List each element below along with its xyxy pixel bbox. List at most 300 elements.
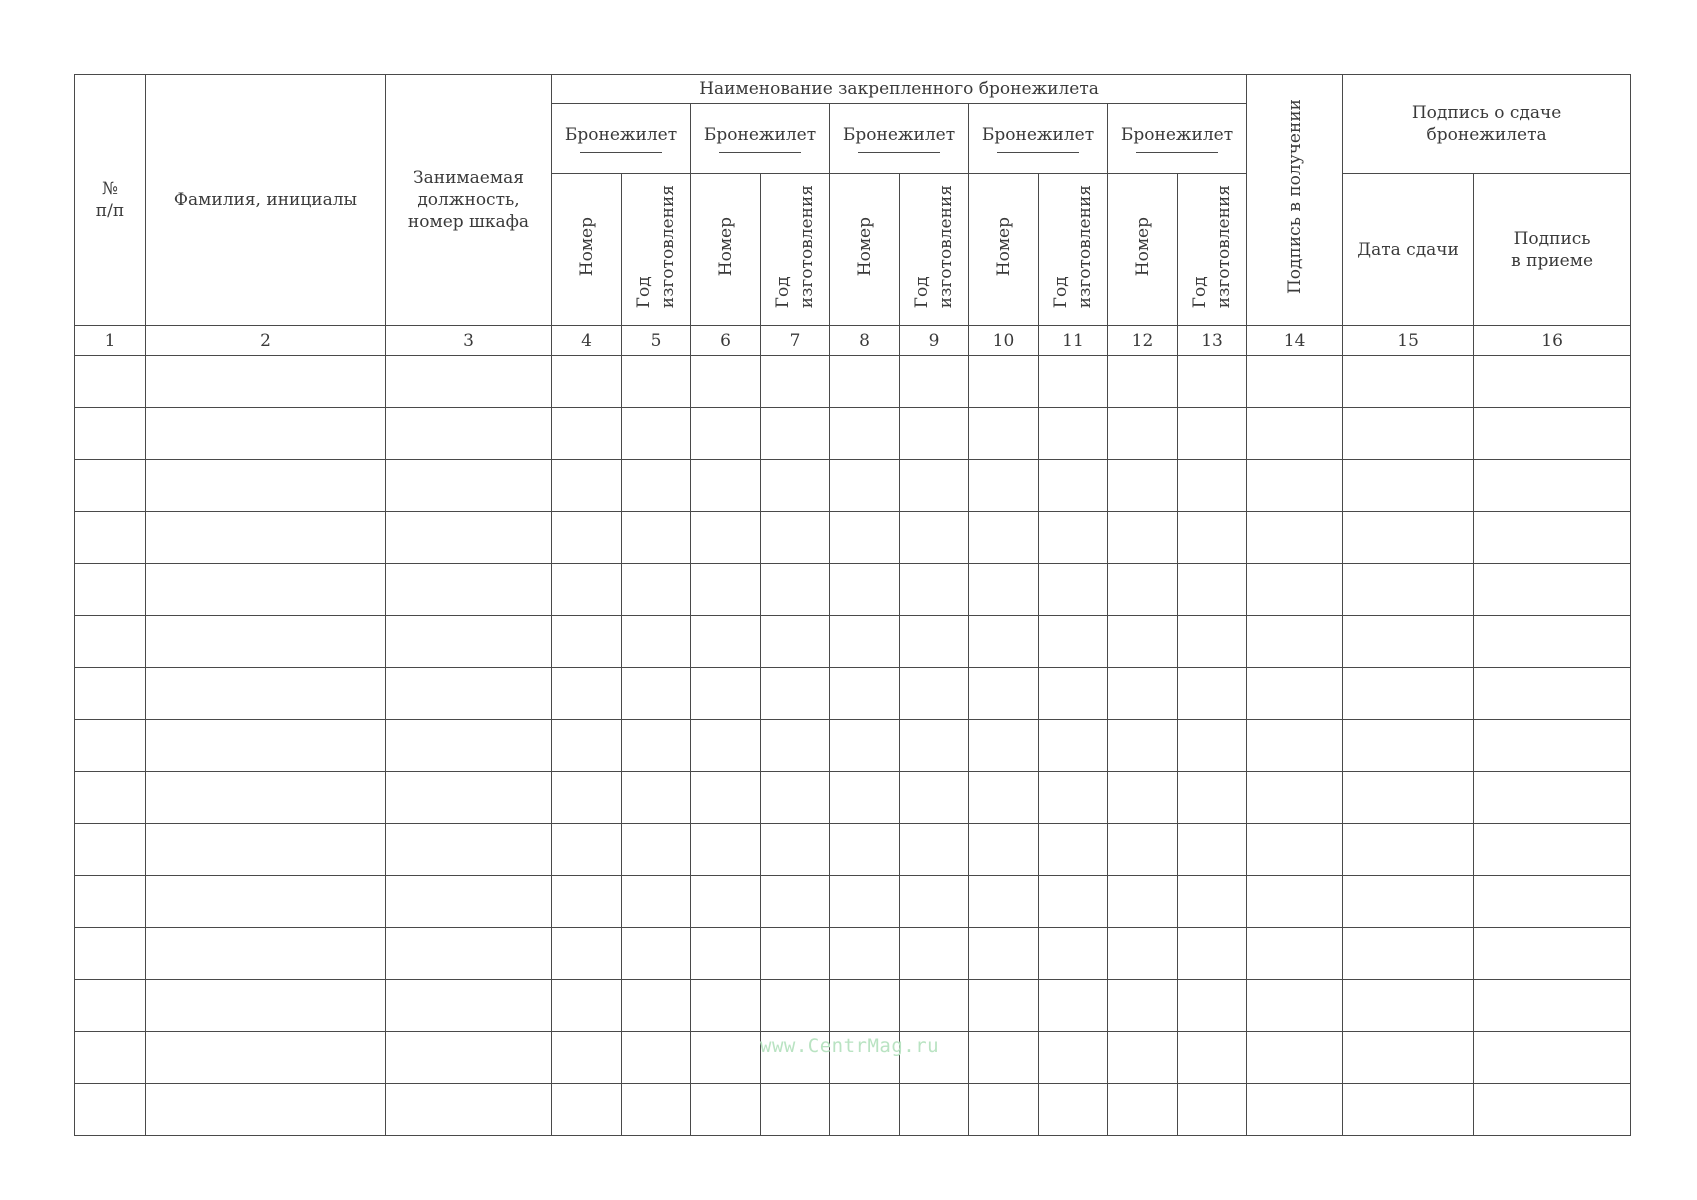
header-vest-number: Номер <box>854 216 875 277</box>
table-cell[interactable] <box>1108 1084 1178 1136</box>
table-cell[interactable] <box>1108 460 1178 512</box>
table-cell[interactable] <box>1178 512 1247 564</box>
table-cell[interactable] <box>622 668 691 720</box>
column-number: 12 <box>1108 326 1178 356</box>
watermark: www.CentrMag.ru <box>760 1035 940 1057</box>
header-vest-3-year-cell <box>900 174 969 326</box>
column-number: 3 <box>386 326 552 356</box>
table-cell[interactable] <box>969 772 1039 824</box>
table-cell[interactable] <box>691 772 761 824</box>
table-cell[interactable] <box>830 616 900 668</box>
table-cell[interactable] <box>900 876 969 928</box>
table-cell[interactable] <box>146 668 386 720</box>
table-cell[interactable] <box>552 616 622 668</box>
table-cell[interactable] <box>969 356 1039 408</box>
armor-vest-journal-table <box>74 74 1631 1136</box>
table-cell[interactable] <box>552 356 622 408</box>
table-cell[interactable] <box>1343 1084 1474 1136</box>
table-cell[interactable] <box>969 668 1039 720</box>
vest-label: Бронежилет <box>564 125 678 145</box>
table-cell[interactable] <box>1178 1032 1247 1084</box>
table-cell[interactable] <box>1108 616 1178 668</box>
column-number: 7 <box>761 326 830 356</box>
table-row <box>75 668 1631 720</box>
vest-label: Бронежилет <box>703 125 817 145</box>
table-cell[interactable] <box>1178 616 1247 668</box>
table-cell[interactable] <box>900 512 969 564</box>
header-receipt-signature: Подпись в получении <box>1284 99 1305 295</box>
table-cell[interactable] <box>1247 876 1343 928</box>
table-cell[interactable] <box>1108 772 1178 824</box>
table-cell[interactable] <box>761 772 830 824</box>
table-cell[interactable] <box>1474 824 1631 876</box>
table-cell[interactable] <box>969 928 1039 980</box>
table-cell[interactable] <box>1343 356 1474 408</box>
table-row <box>75 980 1631 1032</box>
table-cell[interactable] <box>691 564 761 616</box>
table-cell[interactable] <box>552 668 622 720</box>
table-row <box>75 928 1631 980</box>
table-cell[interactable] <box>1247 512 1343 564</box>
table-cell[interactable] <box>1247 616 1343 668</box>
table-cell[interactable] <box>1247 824 1343 876</box>
table-cell[interactable] <box>761 668 830 720</box>
table-cell[interactable] <box>1474 616 1631 668</box>
header-vest-1 <box>552 104 691 174</box>
vest-fill-line[interactable] <box>580 152 662 153</box>
table-cell[interactable] <box>1108 980 1178 1032</box>
table-cell[interactable] <box>146 512 386 564</box>
table-cell[interactable] <box>761 564 830 616</box>
table-cell[interactable] <box>146 564 386 616</box>
table-cell[interactable] <box>1108 512 1178 564</box>
table-cell[interactable] <box>552 1032 622 1084</box>
header-vest-3-number-cell <box>830 174 900 326</box>
table-cell[interactable] <box>1247 460 1343 512</box>
table-cell[interactable] <box>1039 772 1108 824</box>
table-cell[interactable] <box>1247 928 1343 980</box>
table-cell[interactable] <box>761 616 830 668</box>
table-cell[interactable] <box>75 564 146 616</box>
table-cell[interactable] <box>552 876 622 928</box>
table-cell[interactable] <box>691 980 761 1032</box>
header-return-signature-group: Подпись о сдаче бронежилета <box>1343 75 1631 174</box>
table-cell[interactable] <box>146 408 386 460</box>
table-cell[interactable] <box>691 616 761 668</box>
header-vest-number: Номер <box>1132 216 1153 277</box>
table-cell[interactable] <box>969 460 1039 512</box>
table-row <box>75 460 1631 512</box>
table-cell[interactable] <box>691 668 761 720</box>
table-cell[interactable] <box>900 460 969 512</box>
table-cell[interactable] <box>1474 720 1631 772</box>
table-cell[interactable] <box>75 1032 146 1084</box>
table-cell[interactable] <box>969 408 1039 460</box>
vest-fill-line[interactable] <box>858 152 940 153</box>
table-cell[interactable] <box>761 928 830 980</box>
table-cell[interactable] <box>146 1032 386 1084</box>
column-number-row <box>75 326 1631 356</box>
table-cell[interactable] <box>386 408 552 460</box>
table-cell[interactable] <box>622 772 691 824</box>
table-cell[interactable] <box>900 564 969 616</box>
table-cell[interactable] <box>900 928 969 980</box>
table-cell[interactable] <box>622 564 691 616</box>
header-position-locker: Занимаемая должность, номер шкафа <box>386 75 552 326</box>
table-cell[interactable] <box>691 824 761 876</box>
table-cell[interactable] <box>1039 564 1108 616</box>
vest-fill-line[interactable] <box>1136 152 1218 153</box>
header-assigned-vest-group: Наименование закрепленного бронежилета <box>552 75 1247 104</box>
table-cell[interactable] <box>146 616 386 668</box>
table-cell[interactable] <box>1343 668 1474 720</box>
table-cell[interactable] <box>761 408 830 460</box>
table-cell[interactable] <box>622 824 691 876</box>
table-cell[interactable] <box>386 668 552 720</box>
vest-fill-line[interactable] <box>997 152 1079 153</box>
header-vest-2 <box>691 104 830 174</box>
table-cell[interactable] <box>691 512 761 564</box>
table-cell[interactable] <box>1108 1032 1178 1084</box>
table-cell[interactable] <box>1108 928 1178 980</box>
table-cell[interactable] <box>830 460 900 512</box>
table-cell[interactable] <box>1178 928 1247 980</box>
table-cell[interactable] <box>146 824 386 876</box>
table-cell[interactable] <box>830 564 900 616</box>
table-cell[interactable] <box>75 408 146 460</box>
table-cell[interactable] <box>622 1084 691 1136</box>
header-vest-year: Год изготовления <box>634 184 678 309</box>
table-cell[interactable] <box>1039 668 1108 720</box>
table-cell[interactable] <box>1474 460 1631 512</box>
table-cell[interactable] <box>761 356 830 408</box>
table-cell[interactable] <box>622 356 691 408</box>
table-cell[interactable] <box>691 356 761 408</box>
header-vest-4-year-cell <box>1039 174 1108 326</box>
table-cell[interactable] <box>1343 512 1474 564</box>
table-cell[interactable] <box>900 824 969 876</box>
table-cell[interactable] <box>1247 564 1343 616</box>
column-number: 9 <box>900 326 969 356</box>
table-cell[interactable] <box>1039 980 1108 1032</box>
table-cell[interactable] <box>386 1084 552 1136</box>
table-cell[interactable] <box>75 772 146 824</box>
table-cell[interactable] <box>622 1032 691 1084</box>
table-row <box>75 616 1631 668</box>
table-cell[interactable] <box>830 668 900 720</box>
table-cell[interactable] <box>830 356 900 408</box>
table-cell[interactable] <box>1474 876 1631 928</box>
table-cell[interactable] <box>75 824 146 876</box>
table-cell[interactable] <box>1247 408 1343 460</box>
table-cell[interactable] <box>386 980 552 1032</box>
table-cell[interactable] <box>622 616 691 668</box>
table-cell[interactable] <box>622 876 691 928</box>
table-cell[interactable] <box>1474 512 1631 564</box>
table-cell[interactable] <box>969 1032 1039 1084</box>
table-cell[interactable] <box>75 616 146 668</box>
table-cell[interactable] <box>75 460 146 512</box>
table-cell[interactable] <box>900 1084 969 1136</box>
header-full-name: Фамилия, инициалы <box>146 75 386 326</box>
table-cell[interactable] <box>146 1084 386 1136</box>
table-cell[interactable] <box>1247 1084 1343 1136</box>
table-cell[interactable] <box>1474 1084 1631 1136</box>
table-cell[interactable] <box>969 720 1039 772</box>
table-cell[interactable] <box>691 1084 761 1136</box>
table-cell[interactable] <box>552 408 622 460</box>
table-cell[interactable] <box>1178 720 1247 772</box>
header-vest-year: Год изготовления <box>912 184 956 309</box>
table-cell[interactable] <box>1343 772 1474 824</box>
table-cell[interactable] <box>1343 408 1474 460</box>
table-cell[interactable] <box>552 512 622 564</box>
table-cell[interactable] <box>75 668 146 720</box>
table-cell[interactable] <box>691 1032 761 1084</box>
table-cell[interactable] <box>1039 512 1108 564</box>
table-row <box>75 564 1631 616</box>
table-cell[interactable] <box>75 1084 146 1136</box>
header-vest-2-number-cell <box>691 174 761 326</box>
table-cell[interactable] <box>75 356 146 408</box>
table-cell[interactable] <box>1247 668 1343 720</box>
table-cell[interactable] <box>622 408 691 460</box>
table-cell[interactable] <box>969 616 1039 668</box>
table-cell[interactable] <box>969 824 1039 876</box>
header-vest-5-year-cell <box>1178 174 1247 326</box>
table-cell[interactable] <box>1039 356 1108 408</box>
table-cell[interactable] <box>622 512 691 564</box>
table-cell[interactable] <box>830 1084 900 1136</box>
table-cell[interactable] <box>1247 356 1343 408</box>
table-cell[interactable] <box>75 876 146 928</box>
table-cell[interactable] <box>1474 772 1631 824</box>
header-vest-1-year-cell <box>622 174 691 326</box>
table-cell[interactable] <box>1178 876 1247 928</box>
column-number: 16 <box>1474 326 1631 356</box>
table-cell[interactable] <box>1108 356 1178 408</box>
table-cell[interactable] <box>691 928 761 980</box>
header-vest-4 <box>969 104 1108 174</box>
table-cell[interactable] <box>761 824 830 876</box>
table-cell[interactable] <box>622 460 691 512</box>
table-cell[interactable] <box>75 980 146 1032</box>
table-cell[interactable] <box>691 876 761 928</box>
table-cell[interactable] <box>1108 720 1178 772</box>
table-row <box>75 720 1631 772</box>
table-cell[interactable] <box>386 356 552 408</box>
table-cell[interactable] <box>761 1084 830 1136</box>
table-cell[interactable] <box>552 980 622 1032</box>
table-cell[interactable] <box>146 876 386 928</box>
table-cell[interactable] <box>761 980 830 1032</box>
table-cell[interactable] <box>622 928 691 980</box>
table-cell[interactable] <box>75 928 146 980</box>
table-cell[interactable] <box>1178 980 1247 1032</box>
table-cell[interactable] <box>552 460 622 512</box>
table-cell[interactable] <box>1474 356 1631 408</box>
table-cell[interactable] <box>969 980 1039 1032</box>
table-cell[interactable] <box>761 460 830 512</box>
table-cell[interactable] <box>622 980 691 1032</box>
table-cell[interactable] <box>1178 668 1247 720</box>
table-cell[interactable] <box>900 980 969 1032</box>
table-cell[interactable] <box>969 564 1039 616</box>
table-cell[interactable] <box>900 408 969 460</box>
table-cell[interactable] <box>1343 460 1474 512</box>
column-number: 1 <box>75 326 146 356</box>
table-cell[interactable] <box>386 772 552 824</box>
column-number: 2 <box>146 326 386 356</box>
table-cell[interactable] <box>1039 460 1108 512</box>
table-cell[interactable] <box>691 408 761 460</box>
vest-fill-line[interactable] <box>719 152 801 153</box>
table-cell[interactable] <box>75 720 146 772</box>
table-cell[interactable] <box>1247 1032 1343 1084</box>
table-cell[interactable] <box>1178 356 1247 408</box>
table-cell[interactable] <box>386 720 552 772</box>
table-cell[interactable] <box>830 772 900 824</box>
table-cell[interactable] <box>1343 928 1474 980</box>
table-cell[interactable] <box>830 876 900 928</box>
table-cell[interactable] <box>1247 772 1343 824</box>
column-number: 5 <box>622 326 691 356</box>
table-cell[interactable] <box>1108 668 1178 720</box>
table-row <box>75 876 1631 928</box>
column-number: 11 <box>1039 326 1108 356</box>
table-cell[interactable] <box>1039 876 1108 928</box>
table-cell[interactable] <box>1108 824 1178 876</box>
table-cell[interactable] <box>1247 720 1343 772</box>
table-cell[interactable] <box>1039 616 1108 668</box>
table-cell[interactable] <box>1039 408 1108 460</box>
table-cell[interactable] <box>1247 980 1343 1032</box>
table-cell[interactable] <box>1108 876 1178 928</box>
table-cell[interactable] <box>1178 460 1247 512</box>
table-cell[interactable] <box>1474 980 1631 1032</box>
table-cell[interactable] <box>386 512 552 564</box>
table-cell[interactable] <box>1178 824 1247 876</box>
table-cell[interactable] <box>1343 720 1474 772</box>
table-cell[interactable] <box>900 616 969 668</box>
table-cell[interactable] <box>830 720 900 772</box>
table-cell[interactable] <box>386 824 552 876</box>
table-cell[interactable] <box>1178 408 1247 460</box>
table-cell[interactable] <box>1343 876 1474 928</box>
header-receipt-signature-cell <box>1247 75 1343 326</box>
table-cell[interactable] <box>146 460 386 512</box>
table-cell[interactable] <box>552 824 622 876</box>
vest-label: Бронежилет <box>1120 125 1234 145</box>
table-cell[interactable] <box>386 876 552 928</box>
header-vest-3 <box>830 104 969 174</box>
table-cell[interactable] <box>146 720 386 772</box>
header-vest-5-number-cell <box>1108 174 1178 326</box>
table-cell[interactable] <box>761 512 830 564</box>
table-cell[interactable] <box>900 356 969 408</box>
table-cell[interactable] <box>900 720 969 772</box>
table-cell[interactable] <box>146 928 386 980</box>
table-cell[interactable] <box>1039 928 1108 980</box>
table-cell[interactable] <box>386 460 552 512</box>
table-cell[interactable] <box>386 928 552 980</box>
table-cell[interactable] <box>146 356 386 408</box>
table-cell[interactable] <box>830 512 900 564</box>
table-cell[interactable] <box>761 720 830 772</box>
table-cell[interactable] <box>1343 564 1474 616</box>
header-accept-signature: Подпись в приеме <box>1474 174 1631 326</box>
table-cell[interactable] <box>830 824 900 876</box>
table-cell[interactable] <box>830 980 900 1032</box>
table-cell[interactable] <box>1039 1084 1108 1136</box>
header-vest-number: Номер <box>993 216 1014 277</box>
table-cell[interactable] <box>386 1032 552 1084</box>
table-cell[interactable] <box>830 408 900 460</box>
table-cell[interactable] <box>1474 1032 1631 1084</box>
header-vest-2-year-cell <box>761 174 830 326</box>
header-vest-1-number-cell <box>552 174 622 326</box>
table-cell[interactable] <box>386 616 552 668</box>
table-cell[interactable] <box>1343 616 1474 668</box>
table-cell[interactable] <box>1343 824 1474 876</box>
table-row <box>75 772 1631 824</box>
column-number: 10 <box>969 326 1039 356</box>
header-number: № п/п <box>75 75 146 326</box>
table-cell[interactable] <box>900 668 969 720</box>
table-row <box>75 824 1631 876</box>
table-cell[interactable] <box>75 512 146 564</box>
table-cell[interactable] <box>900 772 969 824</box>
table-cell[interactable] <box>552 928 622 980</box>
table-cell[interactable] <box>1108 564 1178 616</box>
table-cell[interactable] <box>969 512 1039 564</box>
table-cell[interactable] <box>1039 720 1108 772</box>
table-cell[interactable] <box>761 876 830 928</box>
table-cell[interactable] <box>1343 1032 1474 1084</box>
table-cell[interactable] <box>552 1084 622 1136</box>
table-cell[interactable] <box>146 772 386 824</box>
table-cell[interactable] <box>1178 564 1247 616</box>
table-cell[interactable] <box>146 980 386 1032</box>
table-cell[interactable] <box>1343 980 1474 1032</box>
table-cell[interactable] <box>1039 824 1108 876</box>
table-cell[interactable] <box>552 564 622 616</box>
table-cell[interactable] <box>1474 928 1631 980</box>
table-cell[interactable] <box>1474 668 1631 720</box>
table-cell[interactable] <box>552 720 622 772</box>
table-cell[interactable] <box>1178 1084 1247 1136</box>
table-cell[interactable] <box>622 720 691 772</box>
table-cell[interactable] <box>1108 408 1178 460</box>
column-number: 8 <box>830 326 900 356</box>
table-row <box>75 408 1631 460</box>
table-cell[interactable] <box>969 876 1039 928</box>
table-cell[interactable] <box>1474 564 1631 616</box>
header-vest-year: Год изготовления <box>1051 184 1095 309</box>
table-cell[interactable] <box>1039 1032 1108 1084</box>
table-row <box>75 512 1631 564</box>
table-cell[interactable] <box>969 1084 1039 1136</box>
table-cell[interactable] <box>830 928 900 980</box>
table-cell[interactable] <box>691 460 761 512</box>
table-cell[interactable] <box>1178 772 1247 824</box>
table-cell[interactable] <box>1474 408 1631 460</box>
header-vest-number: Номер <box>715 216 736 277</box>
header-return-date: Дата сдачи <box>1343 174 1474 326</box>
table-cell[interactable] <box>552 772 622 824</box>
table-cell[interactable] <box>691 720 761 772</box>
table-cell[interactable] <box>386 564 552 616</box>
